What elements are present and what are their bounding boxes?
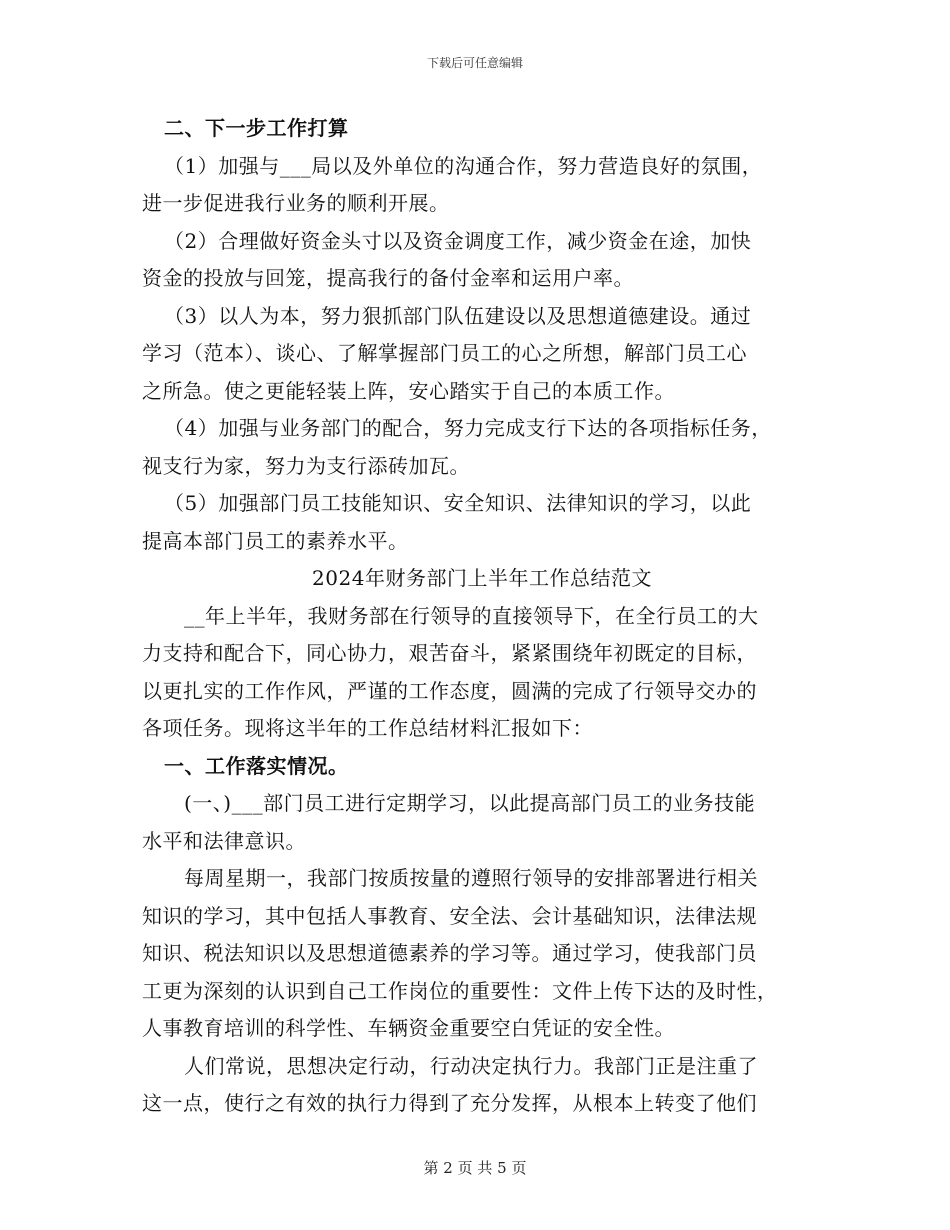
paragraph-line: 知识的学习，其中包括人事教育、安全法、会计基础知识，法律法规 [142,903,757,928]
paragraph-line: 进一步促进我行业务的顺利开展。 [142,191,450,215]
paragraph-line: 这一点，使行之有效的执行力得到了充分发挥，从根本上转变了他们 [142,1091,757,1115]
page-footer: 第 2 页 共 5 页 [423,1159,527,1177]
paragraph-line: 以更扎实的工作作风，严谨的工作态度，圆满的完成了行领导交办的 [142,678,757,703]
paragraph-line: 各项任务。现将这半年的工作总结材料汇报如下： [142,716,593,740]
paragraph-line: （2）合理做好资金头寸以及资金调度工作，减少资金在途，加快 [164,228,752,253]
paragraph-line: 资金的投放与回笼，提高我行的备付金率和运用户率。 [142,266,634,290]
paragraph-line: （3）以人为本，努力狠抓部门队伍建设以及思想道德建设。通过 [164,303,752,328]
paragraph-line: 人事教育培训的科学性、车辆资金重要空白凭证的安全性。 [142,1016,675,1040]
paragraph-line: （5）加强部门员工技能知识、安全知识、法律知识的学习，以此 [164,491,752,515]
paragraph-line: 每周星期一，我部门按质按量的遵照行领导的安排部署进行相关 [184,866,758,890]
paragraph-line: __年上半年，我财务部在行领导的直接领导下，在全行员工的大 [184,603,759,628]
document-title: 2024年财务部门上半年工作总结范文 [312,566,652,590]
paragraph-line: 力支持和配合下，同心协力，艰苦奋斗，紧紧围绕年初既定的目标， [142,641,757,665]
paragraph-line: 提高本部门员工的素养水平。 [142,528,409,553]
paragraph-line: （1）加强与___局以及外单位的沟通合作，努力营造良好的氛围， [164,153,763,178]
page-header-note: 下载后可任意编辑 [426,56,523,70]
paragraph-line: 视支行为家，努力为支行添砖加瓦。 [142,453,470,478]
paragraph-line: 水平和法律意识。 [142,828,306,853]
paragraph-line: 之所急。使之更能轻装上阵，安心踏实于自己的本质工作。 [142,378,675,403]
paragraph-line: 人们常说，思想决定行动，行动决定执行力。我部门正是注重了 [184,1053,758,1078]
section-heading: 二、下一步工作打算 [164,116,349,140]
section-heading: 一、工作落实情况。 [164,753,349,778]
paragraph-line: 工更为深刻的认识到自己工作岗位的重要性：文件上传下达的及时性， [142,978,778,1003]
paragraph-line: （4）加强与业务部门的配合，努力完成支行下达的各项指标任务， [164,416,772,440]
paragraph-line: 学习（范本）、谈心、了解掌握部门员工的心之所想，解部门员工心 [142,341,747,365]
paragraph-line: 知识、税法知识以及思想道德素养的学习等。通过学习，使我部门员 [142,941,757,965]
paragraph-line: (一、)___部门员工进行定期学习，以此提高部门员工的业务技能 [184,791,756,815]
document-body [142,110,822,1123]
